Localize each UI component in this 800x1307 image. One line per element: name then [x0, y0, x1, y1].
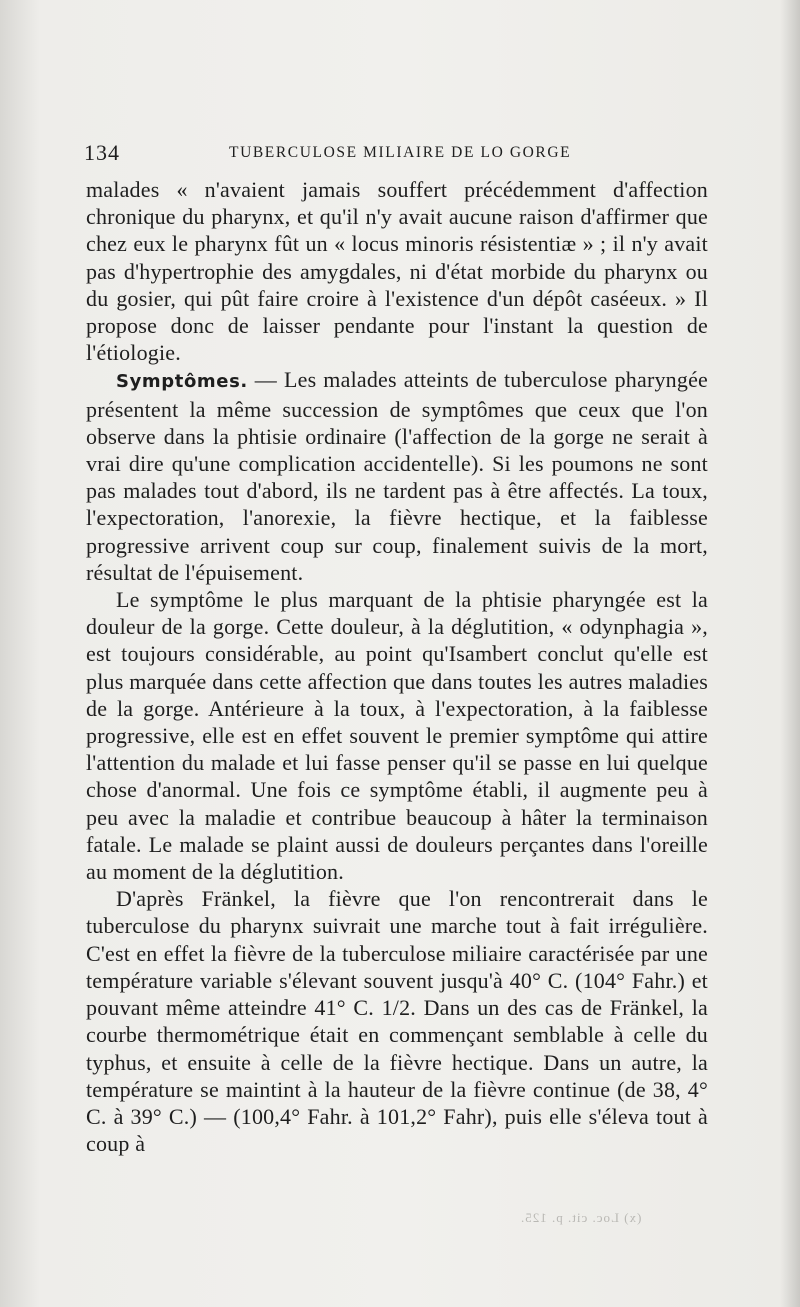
- page-header: [84, 140, 710, 170]
- paragraph-text: Le symptôme le plus marquant de la phtisie pharyngée est la douleur de la gorge. Cette douleur, à la déglutition, « odynphagia », est toujours considérable, au point qu'Isambert conclut qu'elle est plus marquée dans cette affection que dans toutes les autres maladies de la gorge. Antérieure à la toux, à l'expectoration, à la faiblesse progressive, elle est en effet souvent le premier symptôme qui attire l'attention du malade et lui fasse penser qu'il se passe en lui quelque chose d'anormal. Une fois ce symptôme établi, il augmente peu à peu avec la maladie et contribue beaucoup à hâter la terminaison fatale. Le malade se plaint aussi de douleurs perçantes dans l'oreille au moment de la déglutition.: [86, 587, 708, 885]
- paragraph-text: — Les malades atteints de tuberculose pharyngée présentent la même succession de symptômes que ceux que l'on observe dans la phtisie ordinaire (l'affection de la gorge ne serait à vrai dire qu'une complication accidentelle). Si les poumons ne sont pas malades tout d'abord, ils ne tardent pas à être affectés. La toux, l'expectoration, l'anorexie, la fièvre hectique, et la faiblesse progressive arrivent coup sur coup, finalement suivis de la mort, résultat de l'épuisement.: [86, 367, 708, 585]
- paragraph-douleur: [86, 586, 708, 885]
- paragraph-text: D'après Fränkel, la fièvre que l'on rencontrerait dans le tuberculose du pharynx suivrait une marche tout à fait irrégulière. C'est en effet la fièvre de la tuberculose miliaire caractérisée par une température variable s'élevant souvent jusqu'à 40° C. (104° Fahr.) et pouvant même atteindre 41° C. 1/2. Dans un des cas de Fränkel, la courbe thermométrique était en commençant semblable à celle du typhus, et ensuite à celle de la fièvre hectique. Dans un autre, la température se maintint à la hauteur de la fièvre continue (de 38, 4° C. à 39° C.) — (100,4° Fahr. à 101,2° Fahr), puis elle s'éleva tout à coup à: [86, 886, 708, 1157]
- paragraph-symptomes: [86, 366, 708, 586]
- paragraph-fievre: [86, 885, 708, 1157]
- paragraph-continuation: [86, 176, 708, 366]
- running-head: TUBERCULOSE MILIAIRE DE LO GORGE: [229, 144, 572, 161]
- bleed-through-footnote: (x) Loc. cit. p. 125.: [520, 1210, 642, 1225]
- section-lead-in: Symptômes.: [116, 371, 248, 393]
- paragraph-text: malades « n'avaient jamais souffert précédemment d'affection chronique du pharynx, et qu'il n'y avait aucune raison d'affirmer que chez eux le pharynx fût un « locus minoris résistentiæ » ; il n'y avait pas d'hypertrophie des amygdales, ni d'état morbide du pharynx ou du gosier, qui pût faire croire à l'existence d'un dépôt caséeux. » Il propose donc de laisser pendante pour l'instant la question de l'étiologie.: [86, 177, 708, 366]
- page-number: 134: [84, 140, 120, 165]
- body-text: [86, 176, 708, 1157]
